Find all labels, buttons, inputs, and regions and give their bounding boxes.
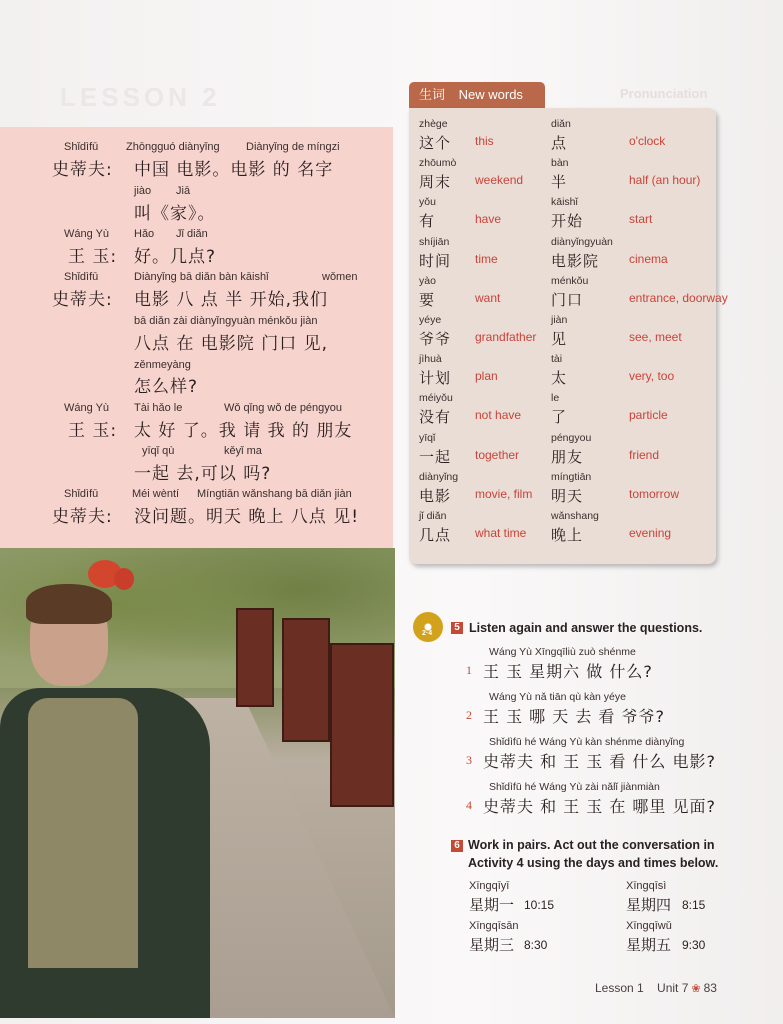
exercise-instruction: Activity 4 using the days and times below. [468,856,719,870]
footer-unit: Unit 7 [657,981,689,995]
speaker-pinyin: Shǐdìfū [64,141,99,153]
day-chinese: 星期四 [626,896,672,914]
vocab-pinyin: yǒu [419,196,436,209]
vocab-pinyin: bàn [551,157,569,170]
dialogue-line: 太 好 了。我 请 我 的 朋友 [134,421,353,441]
vocab-english: evening [629,526,672,540]
vocab-english: together [475,447,520,462]
question-pinyin: Shǐdìfū hé Wáng Yù zài nǎlǐ jiànmiàn [489,781,660,793]
day-time: 10:15 [524,898,555,912]
exercise-instruction: Work in pairs. Act out the conversation in [468,838,715,852]
vocab-chinese: 开始 [551,212,584,231]
exercise-instruction: Listen again and answer the questions. [469,621,703,635]
vocab-english: want [475,290,501,305]
vocab-chinese: 了 [551,408,568,427]
vocab-pinyin: míngtiān [551,470,592,483]
speaker-name: 王 玉: [68,421,118,441]
speaker-pinyin: Shǐdìfū [64,488,99,500]
day-chinese: 星期五 [626,936,672,954]
line-pinyin: Tài hǎo le [134,402,183,414]
vocab-pinyin: wǎnshang [551,510,599,522]
question-pinyin: Wáng Yù nǎ tiān qù kàn yéye [489,691,626,703]
vocab-chinese: 电影院 [551,251,600,270]
photo-stall [282,618,330,742]
question-chinese: 史蒂夫 和 王 玉 看 什么 电影? [483,752,717,771]
line-pinyin: bā diǎn zài diànyǐngyuàn ménkǒu jiàn [134,315,318,327]
vocab-english: movie, film [475,486,533,501]
vocab-english: time [475,251,498,266]
vocab-pinyin: jìhuà [419,353,442,366]
vocab-chinese: 太 [551,369,568,388]
question-chinese: 王 玉 星期六 做 什么? [483,662,653,681]
photo-stall [330,643,394,807]
line-pinyin: Méi wèntí [132,488,180,500]
vocab-chinese: 这个 [419,134,452,152]
vocab-chinese: 见 [551,330,568,348]
vocab-pinyin: péngyou [551,431,592,444]
day-pinyin: Xīngqīwǔ [626,920,672,932]
dialogue-line: 一起 去,可以 吗? [134,464,272,484]
vocab-chinese: 周末 [419,173,452,192]
line-pinyin: Diànyǐng bā diǎn bàn kāishǐ [134,271,269,283]
line-pinyin: Jiā [176,185,191,197]
vocab-english: tomorrow [629,486,680,501]
dialogue-line: 怎么样? [134,377,199,397]
new-words-box [409,108,728,564]
vocab-pinyin: diànyǐng [419,470,459,483]
vocab-pinyin: méiyǒu [419,392,453,405]
vocab-chinese: 有 [419,212,436,231]
dialogue-line: 八点 在 电影院 门口 见, [134,334,329,354]
vocab-pinyin: yào [419,274,436,287]
vocab-pinyin: zhōumò [419,157,457,170]
vocab-chinese: 半 [551,173,568,192]
page-footer [595,981,717,995]
vocab-pinyin: le [551,392,560,405]
vocab-chinese: 爷爷 [419,330,452,348]
faded-pronunciation-heading: Pronunciation [620,86,708,101]
audio-track-label: 2·4 [422,630,433,637]
photo-person-hair [26,584,112,624]
speaker-name: 史蒂夫: [52,160,113,180]
audio-cd-icon[interactable] [413,612,443,642]
vocab-chinese: 要 [419,290,436,309]
line-pinyin: Míngtiān wǎnshang bā diǎn jiàn [197,488,352,500]
vocab-english: have [475,212,502,227]
vocab-english: particle [629,408,668,423]
new-words-tab-chinese: 生词 [419,87,446,102]
dialogue-line: 叫《家》。 [134,204,216,224]
vocab-pinyin: ménkǒu [551,274,589,287]
page-number: 83 [703,981,717,995]
speaker-pinyin: Shǐdìfū [64,271,99,283]
photo-stall [236,608,274,707]
question-pinyin: Shǐdìfū hé Wáng Yù kàn shénme diànyǐng [489,736,685,748]
line-pinyin: Diànyǐng de míngzi [246,141,340,153]
exercise-number: 5 [451,622,463,634]
day-pinyin: Xīngqīyī [469,880,510,892]
vocab-chinese: 几点 [419,526,452,544]
photo-lantern [114,568,134,590]
question-pinyin: Wáng Yù Xīngqīliù zuò shénme [489,646,636,658]
speaker-name: 史蒂夫: [52,290,113,310]
vocab-english: plan [475,369,498,384]
line-pinyin: Jǐ diǎn [176,228,208,240]
exercise-number: 6 [451,840,463,852]
vocab-english: what time [475,526,527,540]
vocab-chinese: 晚上 [551,526,584,544]
day-time: 9:30 [682,938,706,952]
vocab-chinese: 明天 [551,486,584,505]
speaker-pinyin: Wáng Yù [64,402,110,414]
vocab-english: cinema [629,251,668,266]
line-pinyin: Zhōngguó diànyǐng [126,141,220,153]
vocab-pinyin: yīqǐ [419,431,436,444]
vocab-chinese: 朋友 [551,447,584,466]
vocab-english: weekend [475,173,524,188]
vocab-chinese: 点 [551,134,568,152]
vocab-pinyin: jiàn [551,314,568,326]
vocab-english: start [629,212,653,227]
vocab-pinyin: diǎn [551,118,571,130]
day-pinyin: Xīngqīsān [469,920,519,932]
vocab-pinyin: kāishǐ [551,196,578,209]
day-pinyin: Xīngqīsì [626,880,667,892]
line-pinyin: Hǎo [134,228,155,240]
vocab-chinese: 门口 [551,290,584,309]
vocab-english: this [475,134,494,148]
vocab-chinese: 时间 [419,251,452,270]
question-number: 2 [466,708,472,722]
vocab-pinyin: tài [551,353,563,366]
line-pinyin: zěnmeyàng [134,359,191,371]
vocab-english: half (an hour) [629,173,701,188]
vocab-pinyin: diànyǐngyuàn [551,235,613,248]
line-pinyin: kěyǐ ma [224,445,262,457]
dialogue-panel [0,127,393,548]
vocab-chinese: 计划 [419,369,452,388]
question-number: 4 [466,798,472,812]
vocab-english: see, meet [629,330,682,344]
photo-student-in-street [0,548,395,1018]
speaker-pinyin: Wáng Yù [64,228,110,240]
new-words-tab [409,82,545,108]
dialogue-line: 好。几点? [134,247,217,267]
vocab-english: not have [475,408,522,423]
day-time: 8:15 [682,898,706,912]
leaf-icon: ❀ [691,983,701,995]
day-chinese: 星期一 [469,896,515,914]
vocab-pinyin: yéye [419,314,442,326]
speaker-name: 王 玉: [68,247,118,267]
vocab-english: friend [629,447,660,462]
footer-lesson: Lesson 1 [595,981,644,995]
dialogue-line: 电影 八 点 半 开始,我们 [134,290,329,310]
question-number: 3 [466,753,472,767]
vocab-chinese: 一起 [419,447,452,466]
dialogue-line: 中国 电影。电影 的 名字 [134,160,334,180]
question-chinese: 王 玉 哪 天 去 看 爷爷? [483,707,666,726]
new-words-tab-english: New words [458,87,523,102]
faded-lesson-heading: LESSON 2 [60,82,221,112]
line-pinyin: Wǒ qǐng wǒ de péngyou [224,402,343,414]
vocab-english: grandfather [475,330,537,344]
day-chinese: 星期三 [469,936,515,954]
line-pinyin: yīqǐ qù [142,445,175,457]
vocab-chinese: 电影 [419,486,452,505]
vocab-pinyin: shíjiān [419,235,450,248]
question-chinese: 史蒂夫 和 王 玉 在 哪里 见面? [483,797,717,816]
dialogue-line: 没问题。明天 晚上 八点 见! [134,507,360,527]
day-time: 8:30 [524,938,548,952]
vocab-chinese: 没有 [419,408,452,427]
question-number: 1 [466,663,472,677]
vocab-pinyin: jǐ diǎn [419,510,447,522]
vocab-english: very, too [629,369,675,384]
line-pinyin: wǒmen [322,271,358,283]
speaker-name: 史蒂夫: [52,507,113,527]
vocab-english: o'clock [629,134,666,148]
vocab-english: entrance, doorway [629,290,728,305]
photo-person-shirt [28,698,138,968]
vocab-pinyin: zhège [419,118,448,130]
line-pinyin: jiào [134,185,152,197]
